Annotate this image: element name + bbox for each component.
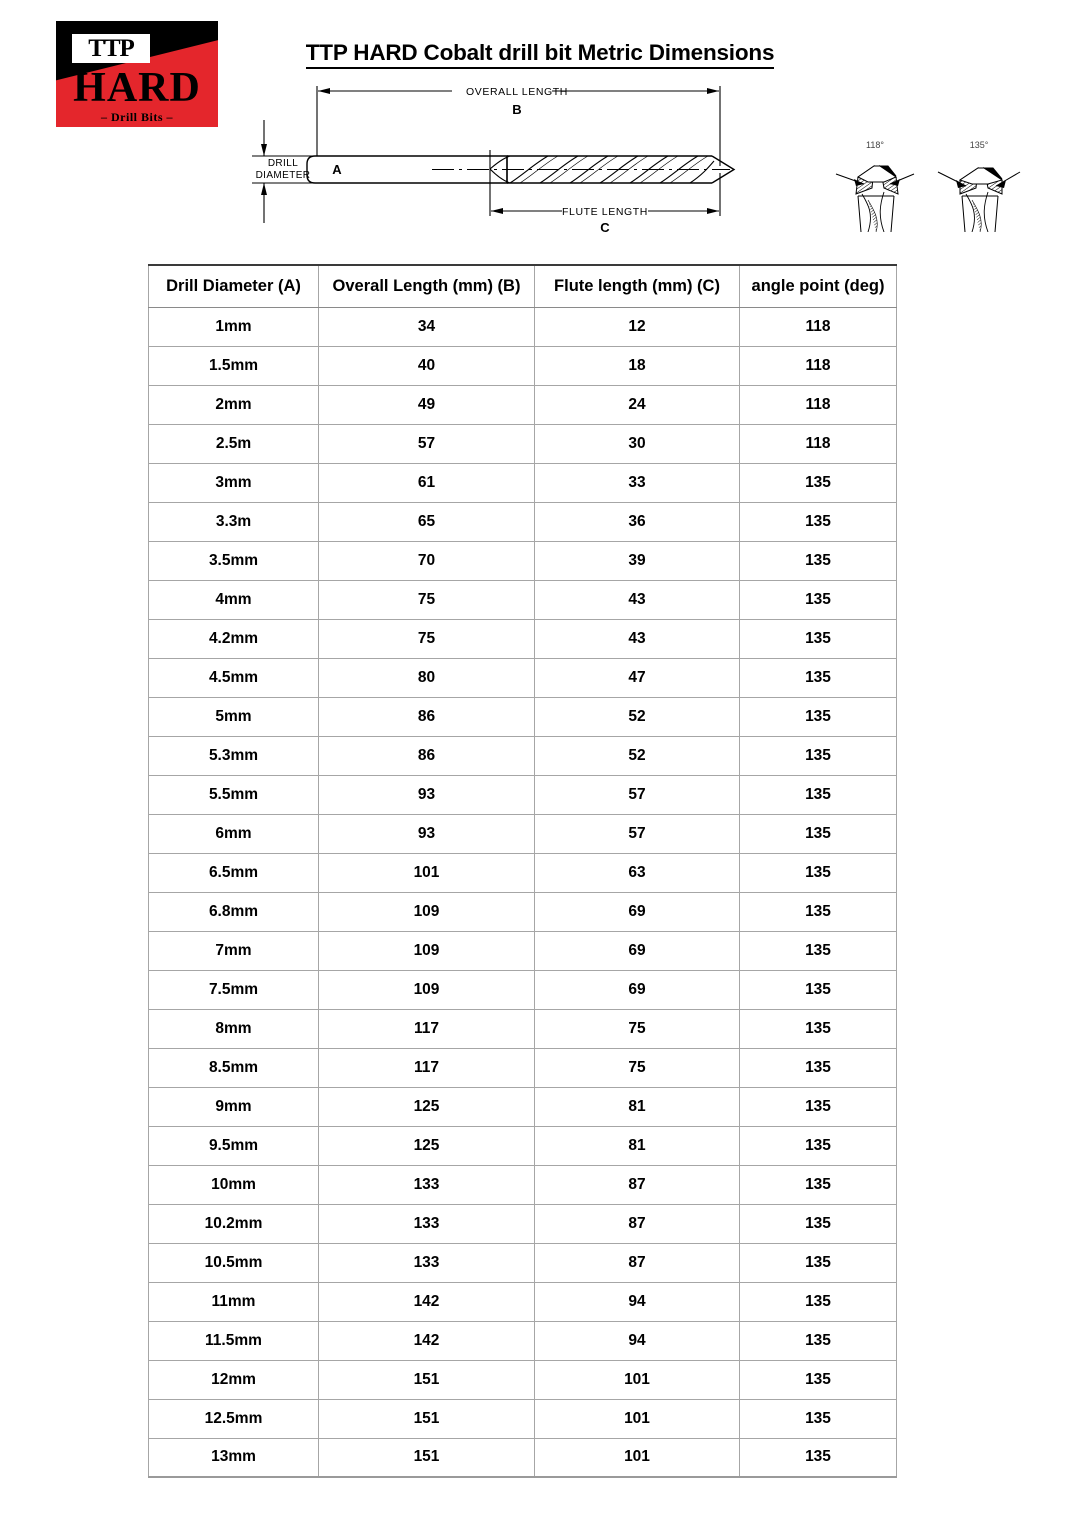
cell-angle-point: 135: [740, 1009, 897, 1048]
point-angle-illustrations: [828, 132, 1033, 232]
cell-angle-point: 135: [740, 931, 897, 970]
ttp-hard-logo: [56, 21, 218, 127]
cell-overall-length: 109: [319, 892, 535, 931]
cell-angle-point: 118: [740, 424, 897, 463]
cell-angle-point: 135: [740, 502, 897, 541]
cell-flute-length: 87: [535, 1165, 740, 1204]
table-row: [149, 853, 897, 892]
cell-angle-point: 135: [740, 1282, 897, 1321]
cell-drill-diameter: 6.5mm: [149, 853, 319, 892]
cell-flute-length: 57: [535, 814, 740, 853]
cell-angle-point: 118: [740, 346, 897, 385]
cell-drill-diameter: 4.2mm: [149, 619, 319, 658]
drill-bit-svg: [252, 78, 752, 233]
cell-drill-diameter: 3.3m: [149, 502, 319, 541]
table-row: [149, 814, 897, 853]
column-header-flute-length: Flute length (mm) (C): [535, 265, 740, 307]
cell-drill-diameter: 3mm: [149, 463, 319, 502]
cell-overall-length: 65: [319, 502, 535, 541]
cell-overall-length: 49: [319, 385, 535, 424]
cell-flute-length: 75: [535, 1009, 740, 1048]
cell-flute-length: 52: [535, 736, 740, 775]
cell-overall-length: 61: [319, 463, 535, 502]
cell-flute-length: 52: [535, 697, 740, 736]
table-row: [149, 1321, 897, 1360]
cell-angle-point: 135: [740, 1360, 897, 1399]
cell-drill-diameter: 9.5mm: [149, 1126, 319, 1165]
cell-angle-point: 135: [740, 1243, 897, 1282]
cell-flute-length: 24: [535, 385, 740, 424]
cell-drill-diameter: 6mm: [149, 814, 319, 853]
cell-overall-length: 93: [319, 775, 535, 814]
cell-flute-length: 69: [535, 892, 740, 931]
cell-flute-length: 18: [535, 346, 740, 385]
cell-overall-length: 40: [319, 346, 535, 385]
cell-angle-point: 135: [740, 1126, 897, 1165]
drill-bit-dimension-diagram: [252, 78, 752, 233]
table-row: [149, 931, 897, 970]
cell-overall-length: 34: [319, 307, 535, 346]
cell-drill-diameter: 13mm: [149, 1438, 319, 1477]
point-angle-135-label: 135°: [969, 140, 989, 150]
cell-overall-length: 142: [319, 1321, 535, 1360]
cell-angle-point: 135: [740, 658, 897, 697]
cell-angle-point: 135: [740, 1048, 897, 1087]
cell-overall-length: 125: [319, 1087, 535, 1126]
cell-drill-diameter: 10.5mm: [149, 1243, 319, 1282]
cell-drill-diameter: 4mm: [149, 580, 319, 619]
cell-angle-point: 135: [740, 619, 897, 658]
cell-overall-length: 86: [319, 697, 535, 736]
cell-overall-length: 70: [319, 541, 535, 580]
cell-overall-length: 75: [319, 619, 535, 658]
table-row: [149, 736, 897, 775]
cell-drill-diameter: 5.5mm: [149, 775, 319, 814]
cell-angle-point: 135: [740, 697, 897, 736]
table-row: [149, 1282, 897, 1321]
cell-drill-diameter: 10.2mm: [149, 1204, 319, 1243]
point-angle-svg: [828, 132, 1033, 232]
table-row: [149, 775, 897, 814]
point-angle-135-drawing: [938, 140, 1020, 232]
cell-flute-length: 12: [535, 307, 740, 346]
cell-flute-length: 30: [535, 424, 740, 463]
table-row: [149, 970, 897, 1009]
cell-overall-length: 151: [319, 1438, 535, 1477]
point-angle-118-label: 118°: [866, 140, 884, 150]
cell-flute-length: 87: [535, 1204, 740, 1243]
table-row: [149, 1087, 897, 1126]
cell-flute-length: 94: [535, 1321, 740, 1360]
cell-flute-length: 101: [535, 1360, 740, 1399]
logo-hard-text: HARD: [73, 65, 201, 111]
overall-length-key: B: [512, 102, 522, 117]
cell-drill-diameter: 11.5mm: [149, 1321, 319, 1360]
cell-drill-diameter: 8.5mm: [149, 1048, 319, 1087]
cell-angle-point: 135: [740, 1399, 897, 1438]
table-row: [149, 1009, 897, 1048]
cell-flute-length: 43: [535, 619, 740, 658]
table-row: [149, 1360, 897, 1399]
cell-drill-diameter: 2mm: [149, 385, 319, 424]
table-row: [149, 502, 897, 541]
flute-length-label: FLUTE LENGTH: [562, 206, 648, 218]
drill-diameter-label-line2: DIAMETER: [255, 170, 311, 181]
cell-overall-length: 151: [319, 1360, 535, 1399]
cell-drill-diameter: 4.5mm: [149, 658, 319, 697]
cell-angle-point: 135: [740, 1321, 897, 1360]
cell-flute-length: 43: [535, 580, 740, 619]
cell-drill-diameter: 6.8mm: [149, 892, 319, 931]
cell-flute-length: 101: [535, 1399, 740, 1438]
table-row: [149, 892, 897, 931]
cell-angle-point: 118: [740, 307, 897, 346]
cell-overall-length: 80: [319, 658, 535, 697]
cell-flute-length: 75: [535, 1048, 740, 1087]
cell-drill-diameter: 12.5mm: [149, 1399, 319, 1438]
cell-angle-point: 135: [740, 463, 897, 502]
drill-bit-metric-dimensions-table: [148, 264, 897, 1478]
overall-length-label: OVERALL LENGTH: [466, 86, 568, 98]
cell-overall-length: 117: [319, 1048, 535, 1087]
cell-angle-point: 135: [740, 736, 897, 775]
cell-drill-diameter: 3.5mm: [149, 541, 319, 580]
cell-drill-diameter: 1.5mm: [149, 346, 319, 385]
column-header-angle-point: angle point (deg): [740, 265, 897, 307]
cell-flute-length: 36: [535, 502, 740, 541]
cell-flute-length: 47: [535, 658, 740, 697]
cell-drill-diameter: 10mm: [149, 1165, 319, 1204]
logo-drill-bits-text: – Drill Bits –: [101, 110, 173, 124]
cell-overall-length: 109: [319, 970, 535, 1009]
cell-flute-length: 69: [535, 931, 740, 970]
table-row: [149, 697, 897, 736]
cell-angle-point: 135: [740, 1204, 897, 1243]
column-header-overall-length: Overall Length (mm) (B): [319, 265, 535, 307]
cell-angle-point: 135: [740, 1438, 897, 1477]
cell-drill-diameter: 12mm: [149, 1360, 319, 1399]
cell-drill-diameter: 11mm: [149, 1282, 319, 1321]
cell-flute-length: 57: [535, 775, 740, 814]
cell-overall-length: 57: [319, 424, 535, 463]
cell-angle-point: 118: [740, 385, 897, 424]
cell-overall-length: 86: [319, 736, 535, 775]
column-header-drill-diameter: Drill Diameter (A): [149, 265, 319, 307]
table-row: [149, 463, 897, 502]
cell-flute-length: 87: [535, 1243, 740, 1282]
table-row: [149, 385, 897, 424]
cell-flute-length: 33: [535, 463, 740, 502]
table-row: [149, 346, 897, 385]
cell-flute-length: 81: [535, 1087, 740, 1126]
drill-diameter-key: A: [332, 162, 342, 177]
cell-angle-point: 135: [740, 892, 897, 931]
table-row: [149, 1204, 897, 1243]
table-row: [149, 1399, 897, 1438]
cell-angle-point: 135: [740, 970, 897, 1009]
cell-angle-point: 135: [740, 775, 897, 814]
logo-ttp-text: TTP: [88, 35, 134, 62]
cell-drill-diameter: 9mm: [149, 1087, 319, 1126]
cell-flute-length: 39: [535, 541, 740, 580]
table-header-row: [149, 265, 897, 307]
cell-angle-point: 135: [740, 1165, 897, 1204]
cell-angle-point: 135: [740, 814, 897, 853]
table-row: [149, 1243, 897, 1282]
table-row: [149, 619, 897, 658]
cell-angle-point: 135: [740, 541, 897, 580]
cell-flute-length: 69: [535, 970, 740, 1009]
cell-drill-diameter: 7.5mm: [149, 970, 319, 1009]
cell-drill-diameter: 7mm: [149, 931, 319, 970]
cell-flute-length: 63: [535, 853, 740, 892]
cell-overall-length: 133: [319, 1165, 535, 1204]
table-row: [149, 1048, 897, 1087]
table-row: [149, 1165, 897, 1204]
flute-length-key: C: [600, 220, 610, 233]
cell-overall-length: 133: [319, 1204, 535, 1243]
table-row: [149, 1438, 897, 1477]
page-title: [0, 40, 1080, 66]
cell-angle-point: 135: [740, 1087, 897, 1126]
cell-drill-diameter: 5.3mm: [149, 736, 319, 775]
page-title-text: TTP HARD Cobalt drill bit Metric Dimensions: [306, 40, 775, 69]
cell-angle-point: 135: [740, 853, 897, 892]
cell-flute-length: 94: [535, 1282, 740, 1321]
cell-drill-diameter: 8mm: [149, 1009, 319, 1048]
point-angle-118-drawing: [836, 140, 914, 232]
table-row: [149, 1126, 897, 1165]
drill-diameter-label-line1: DRILL: [267, 158, 299, 169]
cell-overall-length: 125: [319, 1126, 535, 1165]
cell-overall-length: 142: [319, 1282, 535, 1321]
table-row: [149, 424, 897, 463]
cell-drill-diameter: 1mm: [149, 307, 319, 346]
cell-angle-point: 135: [740, 580, 897, 619]
cell-overall-length: 75: [319, 580, 535, 619]
cell-overall-length: 117: [319, 1009, 535, 1048]
cell-overall-length: 109: [319, 931, 535, 970]
cell-overall-length: 101: [319, 853, 535, 892]
table-row: [149, 541, 897, 580]
cell-drill-diameter: 2.5m: [149, 424, 319, 463]
table-row: [149, 307, 897, 346]
cell-overall-length: 151: [319, 1399, 535, 1438]
cell-overall-length: 133: [319, 1243, 535, 1282]
cell-flute-length: 81: [535, 1126, 740, 1165]
table-row: [149, 580, 897, 619]
table-row: [149, 658, 897, 697]
cell-drill-diameter: 5mm: [149, 697, 319, 736]
cell-flute-length: 101: [535, 1438, 740, 1477]
cell-overall-length: 93: [319, 814, 535, 853]
